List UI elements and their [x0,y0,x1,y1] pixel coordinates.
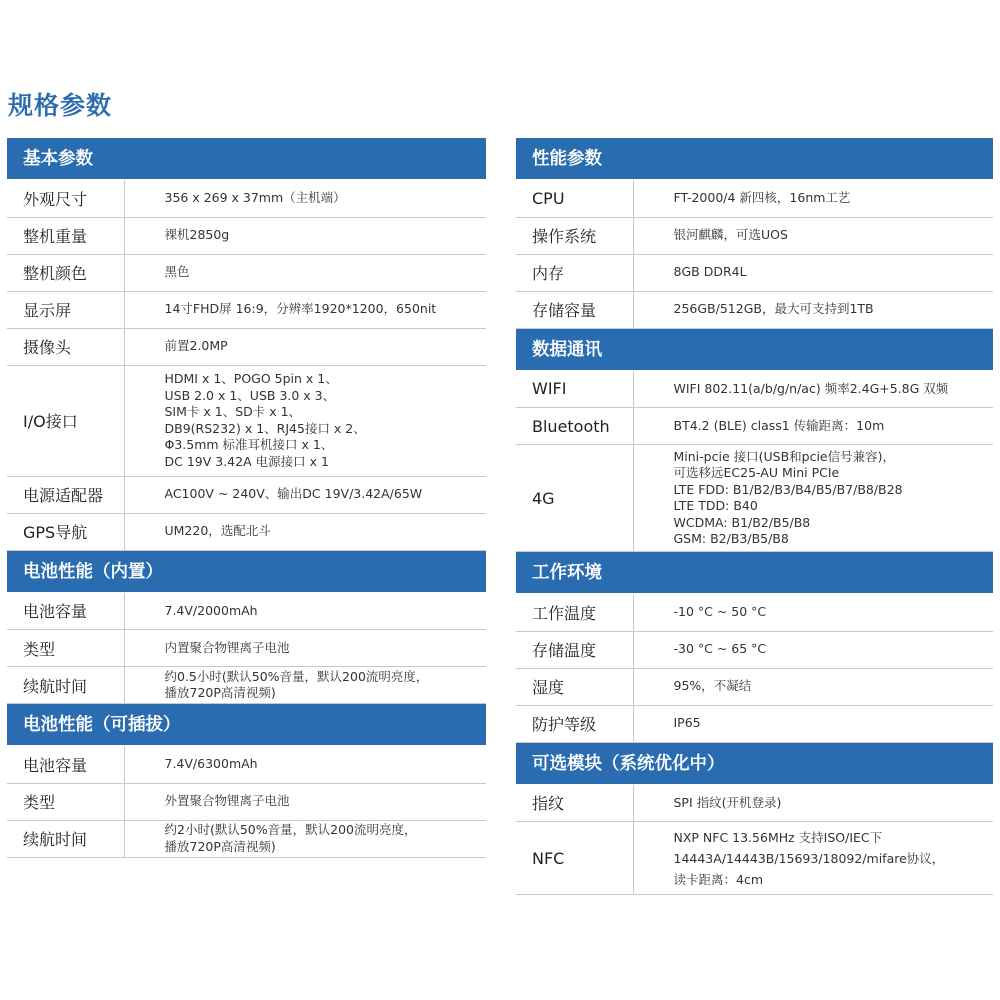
spec-value: 14寸FHD屏 16:9，分辨率1920*1200，650nit [124,291,486,328]
spec-key: 显示屏 [7,291,124,328]
spec-key: 外观尺寸 [7,180,124,217]
spec-value: 7.4V/6300mAh [124,746,486,783]
spec-key: 电池容量 [7,746,124,783]
spec-value: IP65 [633,705,993,742]
section-battery-internal [7,551,486,705]
table-row [516,254,993,291]
section-header: 工作环境 [516,552,993,594]
spec-value: BT4.2 (BLE) class1 传输距离：10m [633,408,993,445]
table-row [516,291,993,328]
table-row [7,217,486,254]
section-battery-removable [7,704,486,858]
section-optional-modules [516,743,993,896]
spec-key: I/O接口 [7,365,124,476]
spec-key: 存储温度 [516,631,633,668]
spec-key: 存储容量 [516,291,633,328]
spec-key: 整机颜色 [7,254,124,291]
spec-table [516,594,993,743]
table-row [516,371,993,408]
table-row [7,630,486,667]
spec-key: 续航时间 [7,820,124,857]
table-row [516,217,993,254]
spec-key: 摄像头 [7,328,124,365]
spec-value: UM220，选配北斗 [124,513,486,550]
spec-value: 8GB DDR4L [633,254,993,291]
table-row [7,593,486,630]
spec-key: 指纹 [516,785,633,822]
spec-value: 95%，不凝结 [633,668,993,705]
spec-value: 约0.5小时(默认50%音量，默认200流明亮度， 播放720P高清视频) [124,667,486,704]
table-row [516,445,993,552]
spec-value: FT-2000/4 新四核，16nm工艺 [633,180,993,217]
spec-table [7,593,486,705]
table-row [7,746,486,783]
spec-key: 湿度 [516,668,633,705]
spec-value: 银河麒麟，可选UOS [633,217,993,254]
section-header: 性能参数 [516,138,993,180]
spec-key: 类型 [7,630,124,667]
spec-key: WIFI [516,371,633,408]
table-row [7,820,486,857]
spec-value: 外置聚合物锂离子电池 [124,783,486,820]
spec-value: 前置2.0MP [124,328,486,365]
table-row [7,783,486,820]
table-row [516,822,993,895]
spec-key: 防护等级 [516,705,633,742]
table-row [7,476,486,513]
table-row [516,631,993,668]
spec-value: Mini-pcie 接口(USB和pcie信号兼容)， 可选移远EC25-AU Mini PCIe LTE FDD: B1/B2/B3/B4/B5/B7/B8/B28 LTE TDD: B40 WCDMA: B1/B2/B5/B8 GSM: B2/B3/B5/B8 [633,445,993,552]
section-working-environment [516,552,993,743]
spec-key: 4G [516,445,633,552]
section-basic-params [7,138,486,551]
spec-table [516,785,993,896]
section-header: 基本参数 [7,138,486,180]
table-row [7,513,486,550]
table-row [7,254,486,291]
left-column [7,138,486,858]
spec-value: -10 °C ~ 50 °C [633,594,993,631]
spec-value: WIFI 802.11(a/b/g/n/ac) 频率2.4G+5.8G 双频 [633,371,993,408]
section-performance [516,138,993,329]
section-header: 数据通讯 [516,329,993,371]
spec-value: 内置聚合物锂离子电池 [124,630,486,667]
table-row [516,408,993,445]
section-data-communication [516,329,993,553]
spec-value: -30 °C ~ 65 °C [633,631,993,668]
section-header: 电池性能（内置） [7,551,486,593]
table-row [7,328,486,365]
table-row [516,180,993,217]
spec-value: NXP NFC 13.56MHz 支持ISO/IEC下 14443A/14443B/15693/18092/mifare协议， 读卡距离：4cm [633,822,993,895]
spec-table [7,180,486,551]
table-row [7,365,486,476]
spec-table [516,180,993,329]
spec-key: GPS导航 [7,513,124,550]
spec-key: Bluetooth [516,408,633,445]
table-row [7,667,486,704]
spec-key: 续航时间 [7,667,124,704]
spec-value: HDMI x 1、POGO 5pin x 1、 USB 2.0 x 1、USB 3.0 x 3、 SIM卡 x 1、SD卡 x 1、 DB9(RS232) x 1、RJ45接口 x 2、 Φ3.5mm 标准耳机接口 x 1、 DC 19V 3.42A 电源接口 x 1 [124,365,486,476]
spec-value: AC100V ~ 240V、输出DC 19V/3.42A/65W [124,476,486,513]
table-row [516,668,993,705]
table-row [7,180,486,217]
spec-value: 356 x 269 x 37mm（主机端） [124,180,486,217]
spec-key: 类型 [7,783,124,820]
spec-key: CPU [516,180,633,217]
table-row [7,291,486,328]
spec-table [7,746,486,858]
spec-value: 256GB/512GB，最大可支持到1TB [633,291,993,328]
spec-key: NFC [516,822,633,895]
spec-key: 整机重量 [7,217,124,254]
section-header: 可选模块（系统优化中） [516,743,993,785]
spec-key: 电池容量 [7,593,124,630]
table-row [516,594,993,631]
spec-key: 电源适配器 [7,476,124,513]
table-row [516,705,993,742]
spec-table [516,371,993,553]
spec-key: 内存 [516,254,633,291]
spec-key: 工作温度 [516,594,633,631]
spec-key: 操作系统 [516,217,633,254]
spec-value: SPI 指纹(开机登录) [633,785,993,822]
table-row [516,785,993,822]
right-column [516,138,993,895]
spec-value: 黑色 [124,254,486,291]
page-title: 规格参数 [8,91,113,120]
spec-value: 7.4V/2000mAh [124,593,486,630]
section-header: 电池性能（可插拔） [7,704,486,746]
spec-value: 约2小时(默认50%音量，默认200流明亮度， 播放720P高清视频) [124,820,486,857]
spec-value: 裸机2850g [124,217,486,254]
